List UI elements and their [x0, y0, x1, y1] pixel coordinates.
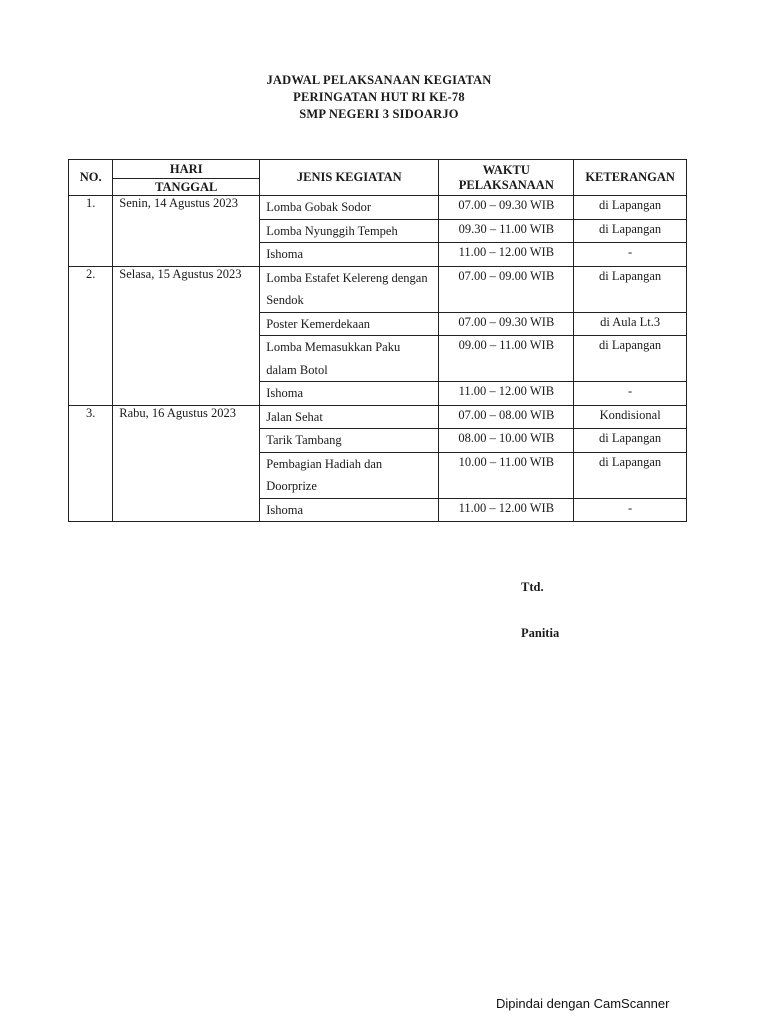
scanner-watermark: Dipindai dengan CamScanner	[496, 996, 670, 1011]
row-keterangan: di Lapangan	[574, 452, 687, 498]
row-keterangan: -	[574, 243, 687, 267]
row-jenis-kegiatan: Ishoma	[260, 382, 439, 406]
row-hari-tanggal: Rabu, 16 Agustus 2023	[113, 405, 260, 522]
row-keterangan: di Lapangan	[574, 196, 687, 220]
row-keterangan: -	[574, 498, 687, 522]
signature-ttd: Ttd.	[521, 580, 544, 594]
row-keterangan: di Lapangan	[574, 219, 687, 243]
row-hari-tanggal: Selasa, 15 Agustus 2023	[113, 266, 260, 405]
title-line: SMP NEGERI 3 SIDOARJO	[299, 107, 459, 121]
row-waktu: 09.30 – 11.00 WIB	[439, 219, 574, 243]
row-waktu: 07.00 – 09.30 WIB	[439, 312, 574, 336]
row-waktu: 10.00 – 11.00 WIB	[439, 452, 574, 498]
row-jenis-kegiatan: Ishoma	[260, 498, 439, 522]
row-jenis-kegiatan: Ishoma	[260, 243, 439, 267]
table-row	[69, 196, 687, 220]
row-keterangan: di Aula Lt.3	[574, 312, 687, 336]
schedule-table	[68, 159, 687, 522]
row-no: 1.	[69, 196, 113, 267]
row-waktu: 09.00 – 11.00 WIB	[439, 336, 574, 382]
signature-panitia: Panitia	[521, 626, 560, 640]
row-jenis-kegiatan: Lomba Gobak Sodor	[260, 196, 439, 220]
row-keterangan: di Lapangan	[574, 266, 687, 312]
table-body	[69, 196, 687, 522]
title-line: PERINGATAN HUT RI KE-78	[293, 90, 465, 104]
row-waktu: 07.00 – 09.30 WIB	[439, 196, 574, 220]
header-no: NO.	[69, 160, 113, 196]
row-waktu: 07.00 – 08.00 WIB	[439, 405, 574, 429]
row-jenis-kegiatan: Lomba Estafet Kelereng dengan Sendok	[260, 266, 439, 312]
header-waktu-line1: WAKTU	[482, 162, 530, 177]
header-keterangan: KETERANGAN	[574, 160, 687, 196]
header-jenis-kegiatan: JENIS KEGIATAN	[260, 160, 439, 196]
row-no: 2.	[69, 266, 113, 405]
row-no: 3.	[69, 405, 113, 522]
row-waktu: 11.00 – 12.00 WIB	[439, 382, 574, 406]
row-keterangan: -	[574, 382, 687, 406]
row-jenis-kegiatan: Lomba Memasukkan Paku dalam Botol	[260, 336, 439, 382]
title-line: JADWAL PELAKSANAAN KEGIATAN	[266, 73, 492, 87]
header-hari: HARI	[113, 160, 260, 179]
row-keterangan: di Lapangan	[574, 429, 687, 453]
row-keterangan: Kondisional	[574, 405, 687, 429]
row-jenis-kegiatan: Tarik Tambang	[260, 429, 439, 453]
row-keterangan: di Lapangan	[574, 336, 687, 382]
row-jenis-kegiatan: Lomba Nyunggih Tempeh	[260, 219, 439, 243]
header-waktu-line2: PELAKSANAAN	[458, 177, 554, 192]
row-hari-tanggal: Senin, 14 Agustus 2023	[113, 196, 260, 267]
row-jenis-kegiatan: Jalan Sehat	[260, 405, 439, 429]
row-jenis-kegiatan: Pembagian Hadiah dan Doorprize	[260, 452, 439, 498]
row-waktu: 11.00 – 12.00 WIB	[439, 243, 574, 267]
row-waktu: 11.00 – 12.00 WIB	[439, 498, 574, 522]
table-row	[69, 266, 687, 312]
table-row	[69, 405, 687, 429]
table-header	[69, 160, 687, 196]
header-waktu-pelaksanaan	[439, 160, 574, 196]
row-waktu: 08.00 – 10.00 WIB	[439, 429, 574, 453]
row-waktu: 07.00 – 09.00 WIB	[439, 266, 574, 312]
row-jenis-kegiatan: Poster Kemerdekaan	[260, 312, 439, 336]
header-tanggal: TANGGAL	[113, 179, 260, 196]
document-title	[0, 72, 768, 123]
